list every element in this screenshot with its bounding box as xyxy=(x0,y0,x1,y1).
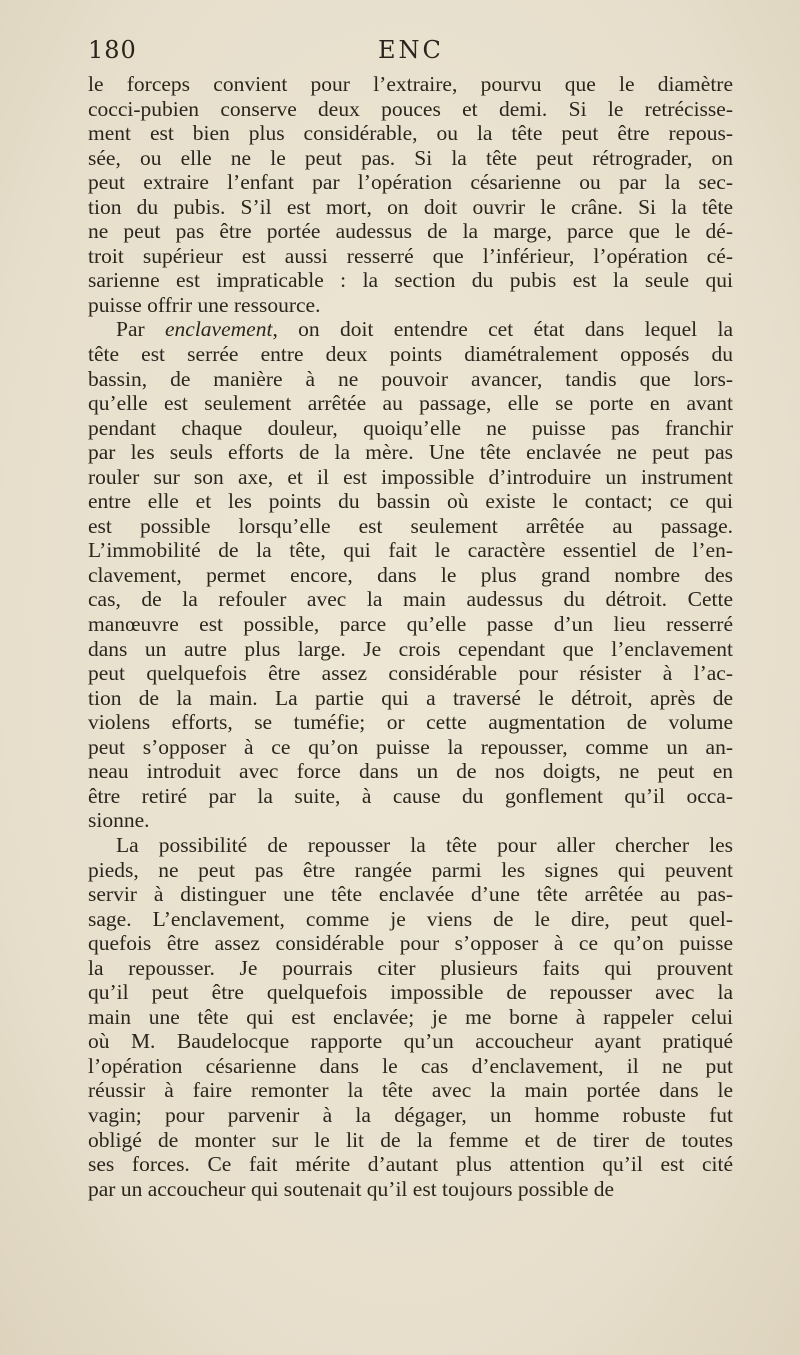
text-line: le forceps convient pour l’extraire, pourvu que le diamètre xyxy=(88,72,733,96)
text-line: tête est serrée entre deux points diamétralement opposés du xyxy=(88,342,733,367)
paragraph xyxy=(88,833,733,1201)
paragraph xyxy=(88,72,733,317)
text-line: ment est bien plus considérable, ou la tête peut être repous- xyxy=(88,121,733,146)
text-line: tion du pubis. S’il est mort, on doit ouvrir le crâne. Si la tête xyxy=(88,194,733,219)
text-line: rouler sur son axe, et il est impossible d’introduire un instrument xyxy=(88,464,733,489)
text-line: ne peut pas être portée audessus de la marge, parce que le dé- xyxy=(88,219,733,244)
text-line: puisse offrir une ressource. xyxy=(88,292,321,317)
running-head: ENC xyxy=(378,36,444,64)
text-line: bassin, de manière à ne pouvoir avancer, tandis que lors- xyxy=(88,366,733,391)
text-line: qu’il peut être quelquefois impossible de repousser avec la xyxy=(88,980,733,1005)
text-line: obligé de monter sur le lit de la femme et de tirer de toutes xyxy=(88,1127,733,1152)
text-line: tion de la main. La partie qui a traversé le détroit, après de xyxy=(88,685,733,710)
text-line: réussir à faire remonter la tête avec la main portée dans le xyxy=(88,1078,733,1103)
text-line: pendant chaque douleur, quoiqu’elle ne puisse pas franchir xyxy=(88,415,733,440)
text-line: par les seuls efforts de la mère. Une tête enclavée ne peut pas xyxy=(88,440,733,465)
text-line: l’opération césarienne dans le cas d’enclavement, il ne put xyxy=(88,1053,733,1078)
text-line: sionne. xyxy=(88,808,150,833)
text-line: être retiré par la suite, à cause du gonflement qu’il occa- xyxy=(88,783,733,808)
text-line: L’immobilité de la tête, qui fait le caractère essentiel de l’en- xyxy=(88,538,733,563)
text-line: peut extraire l’enfant par l’opération césarienne ou par la sec- xyxy=(88,170,733,195)
text-line: servir à distinguer une tête enclavée d’une tête arrêtée au pas- xyxy=(88,882,733,907)
text-line: vagin; pour parvenir à la dégager, un homme robuste fut xyxy=(88,1102,733,1127)
text-line: cas, de la refouler avec la main audessus du détroit. Cette xyxy=(88,587,733,612)
text-line: entre elle et les points du bassin où existe le contact; ce qui xyxy=(88,489,733,514)
text-line: dans un autre plus large. Je crois cependant que l’enclavement xyxy=(88,636,733,661)
text-line: sage. L’enclavement, comme je viens de le dire, peut quel- xyxy=(88,906,733,931)
text-line: est possible lorsqu’elle est seulement arrêtée au passage. xyxy=(88,513,733,538)
text-line: ses forces. Ce fait mérite d’autant plus attention qu’il est cité xyxy=(88,1152,733,1177)
body-text xyxy=(88,72,733,1201)
text-line: sée, ou elle ne le peut pas. Si la tête peut rétrograder, on xyxy=(88,145,733,170)
text-line: sarienne est impraticable : la section du pubis est la seule qui xyxy=(88,268,733,293)
text-line: violens efforts, se tuméfie; or cette augmentation de volume xyxy=(88,710,733,735)
text-line: Par enclavement, on doit entendre cet état dans lequel la xyxy=(116,317,733,342)
text-line: peut quelquefois être assez considérable pour résister à l’ac- xyxy=(88,661,733,686)
paragraph xyxy=(88,317,733,832)
text-line: neau introduit avec force dans un de nos doigts, ne peut en xyxy=(88,759,733,784)
text-line: la repousser. Je pourrais citer plusieurs faits qui prouvent xyxy=(88,955,733,980)
text-line: pieds, ne peut pas être rangée parmi les signes qui peuvent xyxy=(88,857,733,882)
text-line: par un accoucheur qui soutenait qu’il est toujours possible de xyxy=(88,1176,615,1201)
text-line: troit supérieur est aussi resserré que l’inférieur, l’opération cé- xyxy=(88,243,733,268)
page-header xyxy=(88,36,736,70)
text-line: quefois être assez considérable pour s’opposer à ce qu’on puisse xyxy=(88,931,733,956)
text-line: main une tête qui est enclavée; je me borne à rappeler celui xyxy=(88,1004,733,1029)
text-line: où M. Baudelocque rapporte qu’un accoucheur ayant pratiqué xyxy=(88,1029,733,1054)
text-line: peut s’opposer à ce qu’on puisse la repousser, comme un an- xyxy=(88,734,733,759)
text-line: manœuvre est possible, parce qu’elle passe d’un lieu resserré xyxy=(88,612,733,637)
text-line: La possibilité de repousser la tête pour aller chercher les xyxy=(116,832,733,857)
text-line: cocci-pubien conserve deux pouces et demi. Si le retrécisse- xyxy=(88,96,733,121)
text-line: qu’elle est seulement arrêtée au passage, elle se porte en avant xyxy=(88,391,733,416)
page-number: 180 xyxy=(88,36,137,64)
text-line: clavement, permet encore, dans le plus grand nombre des xyxy=(88,562,733,587)
